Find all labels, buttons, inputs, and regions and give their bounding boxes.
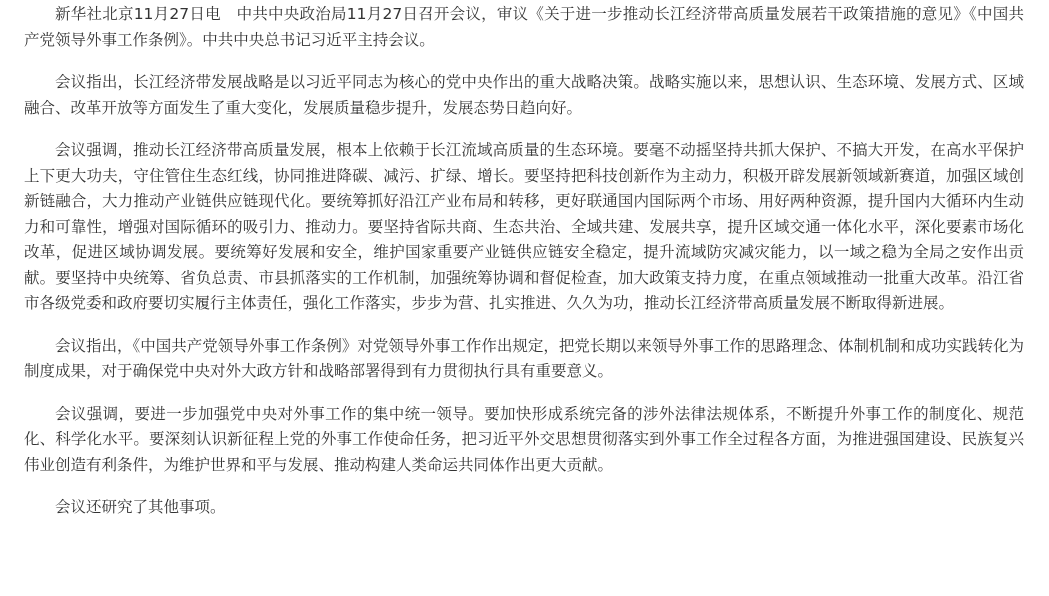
paragraph-lead: 新华社北京11月27日电 中共中央政治局11月27日召开会议，审议《关于进一步推动长江经济带高质量发展若干政策措施的意见》《中国共产党领导外事工作条例》。中共中央总书记习近平主持会议。 <box>24 5 1024 49</box>
paragraph-other-matters: 会议还研究了其他事项。 <box>55 498 226 516</box>
paragraph-yangtze-strategy: 会议指出，长江经济带发展战略是以习近平同志为核心的党中央作出的重大战略决策。战略实施以来，思想认识、生态环境、发展方式、区域融合、改革开放等方面发生了重大变化，发展质量稳步提升，发展态势日趋向好。 <box>24 73 1024 117</box>
article-body <box>24 2 1024 521</box>
paragraph-foreign-affairs-regulation: 会议指出，《中国共产党领导外事工作条例》对党领导外事工作作出规定，把党长期以来领导外事工作的思路理念、体制机制和成功实践转化为制度成果，对于确保党中央对外大政方针和战略部署得到有力贯彻执行具有重要意义。 <box>24 336 1024 380</box>
paragraph-foreign-affairs-leadership: 会议强调，要进一步加强党中央对外事工作的集中统一领导。要加快形成系统完备的涉外法律法规体系，不断提升外事工作的制度化、规范化、科学化水平。要深刻认识新征程上党的外事工作使命任务，把习近平外交思想贯彻落实到外事工作全过程各方面，为推进强国建设、民族复兴伟业创造有利条件，为维护世界和平与发展、推动构建人类命运共同体作出更大贡献。 <box>24 404 1024 474</box>
paragraph-yangtze-measures: 会议强调，推动长江经济带高质量发展，根本上依赖于长江流域高质量的生态环境。要毫不动摇坚持共抓大保护、不搞大开发，在高水平保护上下更大功夫，守住管住生态红线，协同推进降碳、减污、扩绿、增长。要坚持把科技创新作为主动力，积极开辟发展新领域新赛道，加强区域创新链融合，大力推动产业链供应链现代化。要统筹抓好沿江产业布局和转移，更好联通国内国际两个市场、用好两种资源，提升国内大循环内生动力和可靠性，增强对国际循环的吸引力、推动力。要坚持省际共商、生态共治、全域共建、发展共享，提升区域交通一体化水平，深化要素市场化改革，促进区域协调发展。要统筹好发展和安全，维护国家重要产业链供应链安全稳定，提升流域防灾减灾能力，以一域之稳为全局之安作出贡献。要坚持中央统筹、省负总责、市县抓落实的工作机制，加强统筹协调和督促检查，加大政策支持力度，在重点领域推动一批重大改革。沿江省市各级党委和政府要切实履行主体责任，强化工作落实，步步为营、扎实推进、久久为功，推动长江经济带高质量发展不断取得新进展。 <box>24 141 1024 312</box>
